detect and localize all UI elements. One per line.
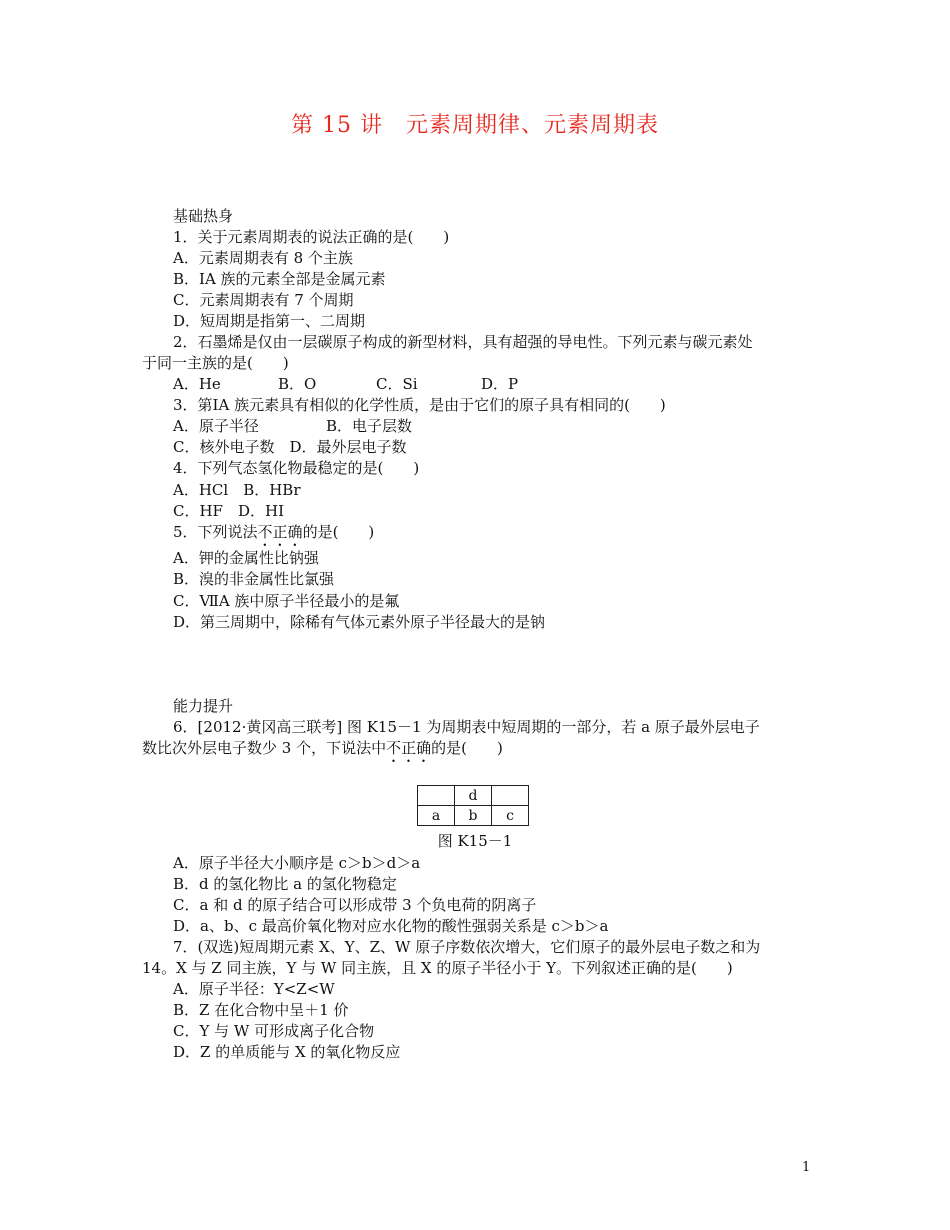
- q6-stem-cont-post: 的是( ): [431, 739, 503, 757]
- q6-stem-cont: [142, 738, 503, 766]
- q1-option-c: C．元素周期表有 7 个周期: [173, 291, 354, 309]
- q7-stem-cont: 14。X 与 Z 同主族，Y 与 W 同主族，且 X 的原子半径小于 Y。下列叙述正确的是( ): [142, 959, 733, 977]
- q1-stem: 1．关于元素周期表的说法正确的是( ): [173, 228, 450, 246]
- q7-option-b: B．Z 在化合物中呈＋1 价: [173, 1001, 349, 1019]
- q5-stem-emphasis: 不正确: [257, 523, 303, 541]
- q6-option-a: A．原子半径大小顺序是 c＞b＞d＞a: [173, 854, 421, 872]
- q6-stem-emphasis: 不正确: [386, 739, 432, 757]
- q6-option-c: C．a 和 d 的原子结合可以形成带 3 个负电荷的阴离子: [173, 896, 537, 914]
- figure-caption: 图 K15－1: [437, 832, 513, 850]
- q4-stem: 4．下列气态氢化物最稳定的是( ): [173, 459, 420, 477]
- q2-stem: 2．石墨烯是仅由一层碳原子构成的新型材料，具有超强的导电性。下列元素与碳元素处: [173, 333, 753, 351]
- section-heading-advanced: 能力提升: [173, 697, 234, 715]
- q7-option-a: A．原子半径：Y<Z<W: [173, 980, 335, 998]
- q2-option-d: D．P: [481, 375, 519, 393]
- q3-option-b: B．电子层数: [326, 417, 413, 435]
- q1-option-d: D．短周期是指第一、二周期: [173, 312, 366, 330]
- q5-stem-pre: 5．下列说法: [173, 523, 258, 541]
- q7-stem: 7．(双选)短周期元素 X、Y、Z、W 原子序数依次增大，它们原子的最外层电子数之和为: [173, 938, 761, 956]
- q5-stem-post: 的是( ): [302, 523, 375, 541]
- q6-option-b: B．d 的氢化物比 a 的氢化物稳定: [173, 875, 397, 893]
- q3-stem: 3．第ⅠA 族元素具有相似的化学性质，是由于它们的原子具有相同的( ): [173, 396, 666, 414]
- q6-option-d: D．a、b、c 最高价氧化物对应水化物的酸性强弱关系是 c＞b＞a: [173, 917, 609, 935]
- q2-option-b: B．O: [278, 375, 317, 393]
- q5-option-c: C．ⅦA 族中原子半径最小的是氟: [173, 592, 400, 610]
- q6-stem-cont-pre: 数比次外层电子数少 3 个，下说法中: [142, 739, 387, 757]
- q5-option-d: D．第三周期中，除稀有气体元素外原子半径最大的是钠: [173, 613, 546, 631]
- q1-option-a: A．元素周期表有 8 个主族: [173, 249, 353, 267]
- table-cell: b: [455, 806, 492, 826]
- table-cell: [418, 786, 455, 806]
- table-cell: d: [455, 786, 492, 806]
- q5-stem: [173, 522, 374, 550]
- table-cell: c: [492, 806, 529, 826]
- table-row: [418, 786, 529, 806]
- q5-option-a: A．钾的金属性比钠强: [173, 549, 319, 567]
- table-row: [418, 806, 529, 826]
- periodic-table-fragment: [417, 785, 529, 826]
- table-cell: a: [418, 806, 455, 826]
- q4-option-cd: C．HF D．HI: [173, 502, 284, 520]
- q5-option-b: B．溴的非金属性比氯强: [173, 570, 335, 588]
- q3-option-cd: C．核外电子数 D．最外层电子数: [173, 438, 407, 456]
- q2-option-c: C．Si: [376, 375, 418, 393]
- q3-option-a: A．原子半径: [173, 417, 259, 435]
- q2-option-a: A．He: [173, 375, 221, 393]
- table-cell: [492, 786, 529, 806]
- page-number: 1: [802, 1160, 811, 1175]
- q6-stem: 6．[2012·黄冈高三联考] 图 K15－1 为周期表中短周期的一部分，若 a 原子最外层电子: [173, 718, 760, 736]
- page-title: 第 15 讲 元素周期律、元素周期表: [291, 113, 659, 138]
- q2-stem-cont: 于同一主族的是( ): [142, 354, 289, 372]
- q7-option-d: D．Z 的单质能与 X 的氧化物反应: [173, 1043, 401, 1061]
- q4-option-ab: A．HCl B．HBr: [173, 481, 301, 499]
- q1-option-b: B．ⅠA 族的元素全部是金属元素: [173, 270, 386, 288]
- q7-option-c: C．Y 与 W 可形成离子化合物: [173, 1022, 375, 1040]
- section-heading-basic: 基础热身: [173, 207, 234, 225]
